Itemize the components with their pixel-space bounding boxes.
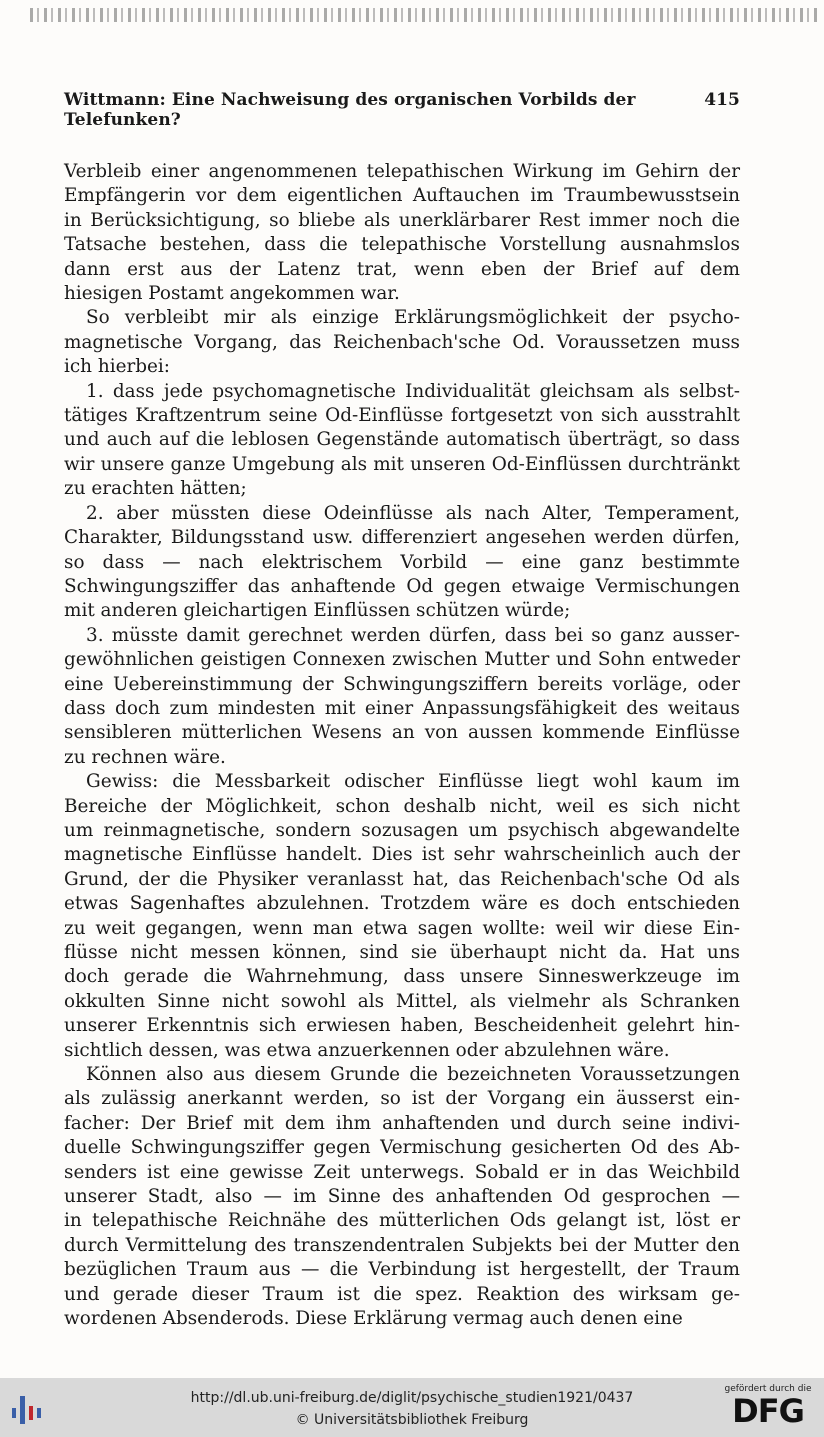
text-line: senders ist eine gewisse Zeit unterwegs. Sobald er in das Weichbild — [64, 1161, 740, 1183]
footer-url[interactable]: http://dl.ub.uni-freiburg.de/diglit/psychische_studien1921/0437 — [190, 1390, 634, 1406]
text-line: 1. dass jede psychomagnetische Individualität gleichsam als selbst- — [86, 380, 740, 402]
text-line: Gewiss: die Messbarkeit odischer Einflüsse liegt wohl kaum im — [86, 771, 740, 793]
text-line: mit anderen gleichartigen Einflüssen schützen würde; — [64, 600, 571, 622]
paragraph — [64, 502, 740, 624]
text-line: Können also aus diesem Grunde die bezeichneten Voraussetzungen — [86, 1064, 740, 1086]
dfg-sponsor[interactable] — [722, 1384, 814, 1428]
text-line: 3. müsste damit gerechnet werden dürfen, dass bei so ganz ausser- — [86, 624, 740, 646]
text-line: magnetische Vorgang, das Reichenbach'sche Od. Voraussetzen muss — [64, 331, 740, 353]
text-line: unserer Stadt, also — im Sinne des anhaftenden Od gesprochen — — [64, 1186, 740, 1208]
text-line: gewöhnlichen geistigen Connexen zwischen Mutter und Sohn entweder — [64, 649, 740, 671]
scan-top-edge — [30, 8, 820, 22]
text-line: tätiges Kraftzentrum seine Od-Einflüsse fortgesetzt von sich ausstrahlt — [64, 405, 740, 427]
text-line: 2. aber müssten diese Odeinflüsse als nach Alter, Temperament, — [86, 502, 740, 524]
text-line: ich hierbei: — [64, 356, 171, 378]
text-line: Verbleib einer angenommenen telepathischen Wirkung im Gehirn der — [64, 161, 740, 182]
running-head-title: Wittmann: Eine Nachweisung des organischen Vorbilds der Telefunken? — [64, 90, 636, 130]
text-line: dann erst aus der Latenz trat, wenn eben der Brief auf dem — [64, 258, 740, 280]
text-line: zu erachten hätten; — [64, 478, 247, 500]
viewer-footer — [0, 1378, 824, 1437]
text-line: und gerade dieser Traum ist die spez. Reaktion des wirksam ge- — [64, 1283, 740, 1305]
paragraph — [64, 380, 740, 502]
paragraph — [64, 1063, 740, 1331]
text-line: sensibleren mütterlichen Wesens an von aussen kommende Einflüsse — [64, 722, 740, 744]
text-line: unserer Erkenntnis sich erwiesen haben, Bescheidenheit gelehrt hin- — [64, 1015, 740, 1037]
text-line: magnetische Einflüsse handelt. Dies ist sehr wahrscheinlich auch der — [64, 844, 740, 866]
book-page — [64, 90, 740, 1332]
text-line: etwas Sagenhaftes abzulehnen. Trotzdem wäre es doch entschieden — [64, 893, 740, 915]
text-line: wordenen Absenderods. Diese Erklärung vermag auch denen eine — [64, 1308, 683, 1330]
running-head — [64, 90, 740, 130]
text-line: durch Vermittelung des transzendentralen Subjekts bei der Mutter den — [64, 1234, 740, 1256]
text-line: Empfängerin vor dem eigentlichen Auftauchen im Traumbewusstsein — [64, 185, 740, 207]
footer-copyright: © Universitätsbibliothek Freiburg — [295, 1412, 529, 1428]
text-line: sichtlich dessen, was etwa anzuerkennen oder abzulehnen wäre. — [64, 1039, 670, 1061]
page-number: 415 — [704, 90, 740, 110]
text-line: Bereiche der Möglichkeit, schon deshalb nicht, weil es sich nicht — [64, 795, 740, 817]
paragraph — [64, 624, 740, 770]
text-line: so dass — nach elektrischem Vorbild — eine ganz bestimmte — [64, 551, 740, 573]
text-line: Charakter, Bildungsstand usw. differenziert angesehen werden dürfen, — [64, 527, 740, 549]
text-line: Schwingungsziffer das anhaftende Od gegen etwaige Vermischungen — [64, 575, 740, 597]
text-line: wir unsere ganze Umgebung als mit unseren Od-Einflüssen durchtränkt — [64, 453, 740, 475]
text-line: eine Uebereinstimmung der Schwingungsziffern bereits vorläge, oder — [64, 673, 740, 695]
text-line: duelle Schwingungsziffer gegen Vermischung gesicherten Od des Ab- — [64, 1137, 740, 1159]
text-line: zu weit gegangen, wenn man etwa sagen wollte: weil wir diese Ein- — [64, 917, 740, 939]
body-text — [64, 160, 740, 1332]
paragraph — [64, 770, 740, 1063]
text-line: doch gerade die Wahrnehmung, dass unsere Sinneswerkzeuge im — [64, 966, 740, 988]
text-line: facher: Der Brief mit dem ihm anhaftenden und durch seine indivi- — [64, 1112, 740, 1134]
text-line: und auch auf die leblosen Gegenstände automatisch überträgt, so dass — [64, 429, 740, 451]
text-line: Grund, der die Physiker veranlasst hat, das Reichenbach'sche Od als — [64, 868, 740, 890]
text-line: dass doch zum mindesten mit einer Anpassungsfähigkeit des weitaus — [64, 697, 740, 719]
text-line: hiesigen Postamt angekommen war. — [64, 283, 400, 305]
text-line: in Berücksichtigung, so bliebe als unerklärbarer Rest immer noch die — [64, 209, 740, 231]
text-line: bezüglichen Traum aus — die Verbindung ist hergestellt, der Traum — [64, 1259, 740, 1281]
dfg-sponsor-text: gefördert durch die — [724, 1384, 812, 1394]
text-line: in telepathische Reichnähe des mütterlichen Ods gelangt ist, löst er — [64, 1210, 740, 1232]
paragraph — [64, 160, 740, 306]
text-line: zu rechnen wäre. — [64, 746, 226, 768]
dfg-logo: DFG — [732, 1392, 804, 1430]
text-line: So verbleibt mir als einzige Erklärungsmöglichkeit der psycho- — [86, 307, 740, 329]
text-line: um reinmagnetische, sondern sozusagen um psychisch abgewandelte — [64, 819, 740, 841]
text-line: Tatsache bestehen, dass die telepathische Vorstellung ausnahmslos — [64, 234, 740, 256]
text-line: als zulässig anerkannt werden, so ist der Vorgang ein äusserst ein- — [64, 1088, 740, 1110]
text-line: okkulten Sinne nicht sowohl als Mittel, als vielmehr als Schranken — [64, 990, 740, 1012]
paragraph — [64, 306, 740, 379]
text-line: flüsse nicht messen können, sind sie überhaupt nicht da. Hat uns — [64, 942, 740, 963]
